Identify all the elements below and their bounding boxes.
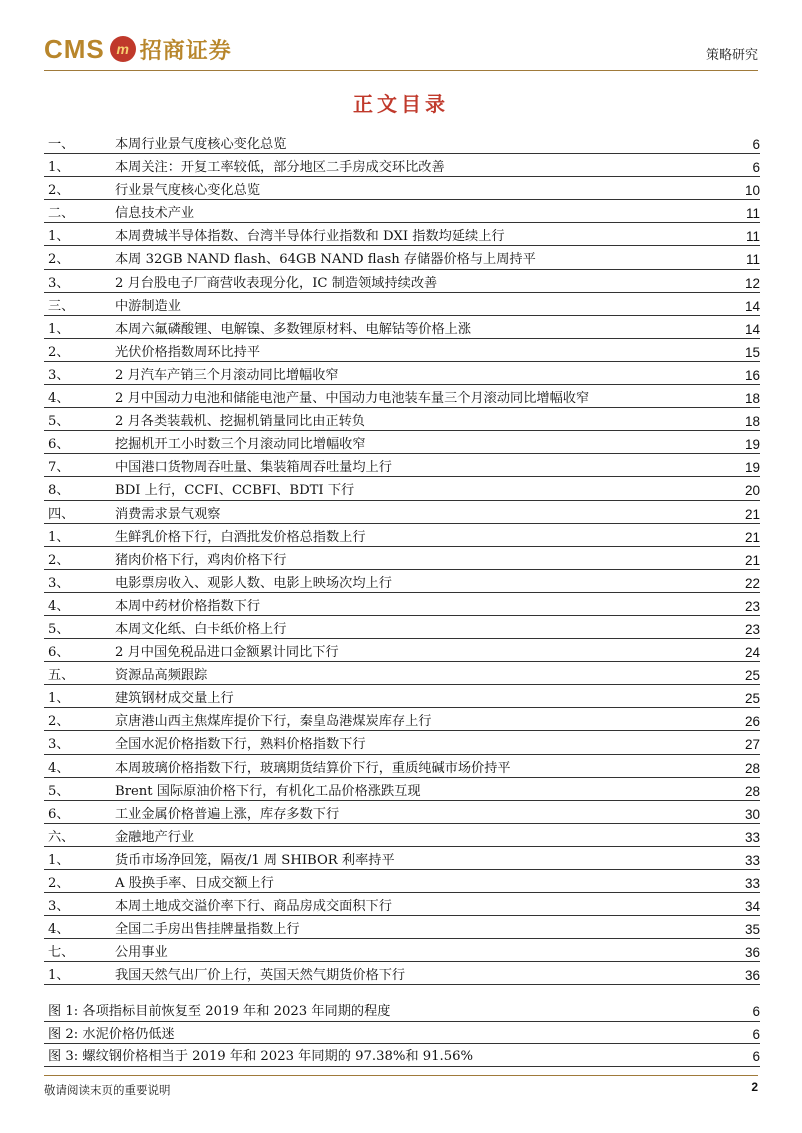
toc-entry[interactable] [44,318,760,341]
toc-entry[interactable] [44,757,760,780]
toc-entry-number: 二、 [48,206,75,222]
toc-entry-number: 4、 [48,922,70,938]
toc-entry-page: 19 [744,460,760,476]
toc-entry-page: 35 [744,922,760,938]
toc-entry[interactable] [44,780,760,803]
toc-entry-page: 33 [744,829,760,845]
toc-entry-number: 四、 [48,506,75,522]
toc-entry[interactable] [44,225,760,248]
toc-entry-title: 我国天然气出厂价上行，英国天然气期货价格下行 [115,968,406,984]
toc-entry-title: 本周文化纸、白卡纸价格上行 [115,621,287,637]
toc-entry[interactable] [44,295,760,318]
toc-entry-number: 2、 [48,252,70,268]
toc-entry-number: 1、 [48,852,70,868]
toc-entry-title: BDI 上行，CCFI、CCBFI、BDTI 下行 [115,483,355,499]
toc-entry[interactable] [44,918,760,941]
toc-entry-page: 16 [744,367,760,383]
toc-entry-page: 27 [744,737,760,753]
toc-entry[interactable] [44,503,760,526]
toc-entry[interactable] [44,964,760,987]
toc-entry-number: 2、 [48,344,70,360]
toc-entry-title: 全国二手房出售挂牌量指数上行 [115,922,300,938]
toc-entry[interactable] [44,433,760,456]
toc-entry-number: 7、 [48,460,70,476]
toc-entry[interactable] [44,641,760,664]
toc-entry-page: 10 [744,183,760,199]
toc-entry-title: 本周土地成交溢价率下行、商品房成交面积下行 [115,899,392,915]
toc-entry-page: 11 [745,252,760,268]
toc-entry-title: 货币市场净回笼，隔夜/1 周 SHIBOR 利率持平 [115,852,395,868]
figure-entry-title: 图 3: 螺纹钢价格相当于 2019 年和 2023 年同期的 97.38%和 91.56% [48,1049,474,1064]
toc-entry-page: 30 [744,806,760,822]
toc-entry-number: 8、 [48,483,70,499]
toc-entry-number: 4、 [48,391,70,407]
table-of-contents [44,133,760,987]
toc-entry-title: 2 月中国免税品进口金额累计同比下行 [115,645,339,661]
toc-entry[interactable] [44,272,760,295]
toc-entry[interactable] [44,248,760,271]
logo-cms-text: CMS [44,33,105,64]
toc-entry-page: 21 [744,529,760,545]
figure-entry[interactable] [44,1001,760,1024]
toc-entry-page: 23 [744,598,760,614]
toc-entry[interactable] [44,895,760,918]
toc-entry-page: 24 [744,645,760,661]
toc-entry[interactable] [44,387,760,410]
toc-entry-page: 36 [744,968,760,984]
toc-entry-title: 本周玻璃价格指数下行，玻璃期货结算价下行，重质纯碱市场价持平 [115,760,511,776]
toc-entry-number: 三、 [48,298,75,314]
toc-entry-title: 工业金属价格普遍上涨，库存多数下行 [115,806,340,822]
toc-entry-number: 五、 [48,668,75,684]
toc-entry-title: 2 月各类装载机、挖掘机销量同比由正转负 [115,414,365,430]
toc-entry[interactable] [44,202,760,225]
toc-entry-page: 28 [744,760,760,776]
toc-entry-number: 1、 [48,160,70,176]
toc-entry-title: 挖掘机开工小时数三个月滚动同比增幅收窄 [115,437,366,453]
toc-entry[interactable] [44,364,760,387]
toc-entry[interactable] [44,479,760,502]
toc-entry-page: 34 [744,899,760,915]
toc-entry-page: 14 [744,321,760,337]
toc-entry-page: 36 [744,945,760,961]
toc-entry-number: 4、 [48,598,70,614]
toc-entry-title: 本周费城半导体指数、台湾半导体行业指数和 DXI 指数均延续上行 [115,229,505,245]
footer-disclaimer: 敬请阅读末页的重要说明 [44,1083,171,1097]
toc-entry-number: 6、 [48,645,70,661]
toc-entry-title: 猪肉价格下行，鸡肉价格下行 [115,552,287,568]
toc-entry-title: 京唐港山西主焦煤库提价下行，秦皇岛港煤炭库存上行 [115,714,432,730]
toc-entry[interactable] [44,618,760,641]
logo-chinese-name: 招商证券 [139,38,232,64]
figure-entry-title: 图 2: 水泥价格仍低迷 [48,1026,175,1042]
toc-entry-page: 23 [744,621,760,637]
toc-entry-number: 3、 [48,737,70,753]
toc-entry-page: 25 [744,691,760,707]
toc-entry-title: 2 月台股电子厂商营收表现分化，IC 制造领域持续改善 [115,275,438,291]
header-divider [44,70,758,71]
toc-entry-title: 全国水泥价格指数下行，熟料价格指数下行 [115,737,366,753]
toc-entry[interactable] [44,526,760,549]
toc-entry-title: 本周 32GB NAND flash、64GB NAND flash 存储器价格与上周持平 [115,252,536,268]
toc-entry-number: 一、 [48,137,75,152]
toc-entry-page: 26 [744,714,760,730]
toc-entry-page: 18 [744,391,760,407]
toc-entry-number: 2、 [48,876,70,891]
toc-entry-page: 25 [744,668,760,684]
toc-entry[interactable] [44,826,760,849]
toc-entry-number: 3、 [48,275,70,291]
toc-entry-number: 4、 [48,760,70,776]
toc-entry-number: 5、 [48,414,70,430]
toc-entry[interactable] [44,179,760,202]
toc-entry-title: 本周行业景气度核心变化总览 [115,137,287,152]
toc-entry[interactable] [44,941,760,964]
figure-list [44,1001,760,1069]
toc-entry-title: 消费需求景气观察 [115,506,221,522]
logo-mark-icon: m [110,36,136,62]
toc-entry-number: 七、 [48,945,75,961]
toc-entry-title: 2 月中国动力电池和储能电池产量、中国动力电池装车量三个月滚动同比增幅收窄 [115,391,590,407]
toc-entry[interactable] [44,849,760,872]
toc-entry[interactable] [44,872,760,895]
toc-entry-title: 信息技术产业 [115,206,195,222]
toc-entry-title: 光伏价格指数周环比持平 [115,344,261,360]
toc-entry-page: 19 [744,437,760,453]
toc-entry-number: 6、 [48,437,70,453]
toc-entry[interactable] [44,664,760,687]
toc-entry-number: 2、 [48,714,70,730]
toc-entry-number: 6、 [48,806,70,822]
toc-entry-page: 6 [752,160,760,176]
toc-entry-number: 2、 [48,552,70,568]
toc-entry-page: 12 [744,275,760,291]
toc-entry-page: 33 [744,852,760,868]
toc-entry-number: 3、 [48,899,70,915]
toc-entry[interactable] [44,687,760,710]
company-logo [44,30,232,68]
toc-entry[interactable] [44,803,760,826]
toc-entry-page: 18 [744,414,760,430]
toc-entry[interactable] [44,733,760,756]
footer-divider [44,1075,758,1076]
toc-entry-number: 1、 [48,321,70,337]
toc-entry-number: 1、 [48,968,70,984]
toc-entry-page: 11 [745,229,760,245]
toc-entry-title: 行业景气度核心变化总览 [115,183,261,199]
toc-entry[interactable] [44,341,760,364]
toc-entry-number: 2、 [48,183,70,199]
toc-entry-page: 15 [744,344,760,360]
toc-entry[interactable] [44,549,760,572]
toc-entry[interactable] [44,410,760,433]
toc-entry-title: A 股换手率、日成交额上行 [115,876,274,891]
toc-entry-title: 金融地产行业 [115,829,195,845]
figure-entry-page: 6 [752,1049,760,1064]
toc-entry-number: 六、 [48,829,75,845]
toc-entry-page: 21 [744,552,760,568]
toc-entry[interactable] [44,156,760,179]
toc-entry-number: 3、 [48,575,70,591]
figure-entry-title: 图 1: 各项指标目前恢复至 2019 年和 2023 年同期的程度 [48,1004,391,1019]
toc-entry-title: 建筑钢材成交量上行 [115,691,234,707]
toc-entry-title: 中游制造业 [115,298,181,314]
toc-entry-page: 22 [744,575,760,591]
toc-entry-page: 11 [745,206,760,222]
toc-entry-page: 21 [744,506,760,522]
toc-entry-title: 生鲜乳价格下行，白酒批发价格总指数上行 [115,529,366,545]
toc-entry-title: 资源品高频跟踪 [115,668,208,684]
toc-entry-title: 本周六氟磷酸锂、电解镍、多数锂原材料、电解钴等价格上涨 [115,321,472,337]
toc-entry-page: 28 [744,783,760,799]
toc-entry-number: 1、 [48,691,70,707]
toc-entry-title: 中国港口货物周吞吐量、集装箱周吞吐量均上行 [115,460,392,476]
toc-entry-number: 1、 [48,529,70,545]
toc-entry-number: 1、 [48,229,70,245]
toc-entry[interactable] [44,710,760,733]
toc-entry-page: 33 [744,876,760,891]
toc-entry[interactable] [44,133,760,156]
toc-entry[interactable] [44,595,760,618]
toc-entry-title: 2 月汽车产销三个月滚动同比增幅收窄 [115,367,339,383]
toc-entry[interactable] [44,572,760,595]
toc-entry-page: 20 [744,483,760,499]
figure-entry-page: 6 [752,1026,760,1042]
document-type-label: 策略研究 [705,48,758,63]
toc-title: 正文目录 [353,92,449,116]
toc-entry-page: 14 [744,298,760,314]
toc-entry-page: 6 [752,137,760,152]
figure-entry-page: 6 [752,1004,760,1019]
toc-entry-number: 3、 [48,367,70,383]
toc-entry-number: 5、 [48,621,70,637]
toc-entry-title: 公用事业 [115,945,168,961]
figure-entry[interactable] [44,1046,760,1069]
figure-entry[interactable] [44,1024,760,1047]
toc-entry-title: 本周中药材价格指数下行 [115,598,261,614]
page-number: 2 [751,1080,758,1094]
toc-entry-title: 电影票房收入、观影人数、电影上映场次均上行 [115,575,392,591]
toc-entry-title: Brent 国际原油价格下行，有机化工品价格涨跌互现 [115,783,421,799]
toc-entry-number: 5、 [48,783,70,799]
toc-entry[interactable] [44,456,760,479]
toc-entry-title: 本周关注：开复工率较低，部分地区二手房成交环比改善 [115,160,445,176]
